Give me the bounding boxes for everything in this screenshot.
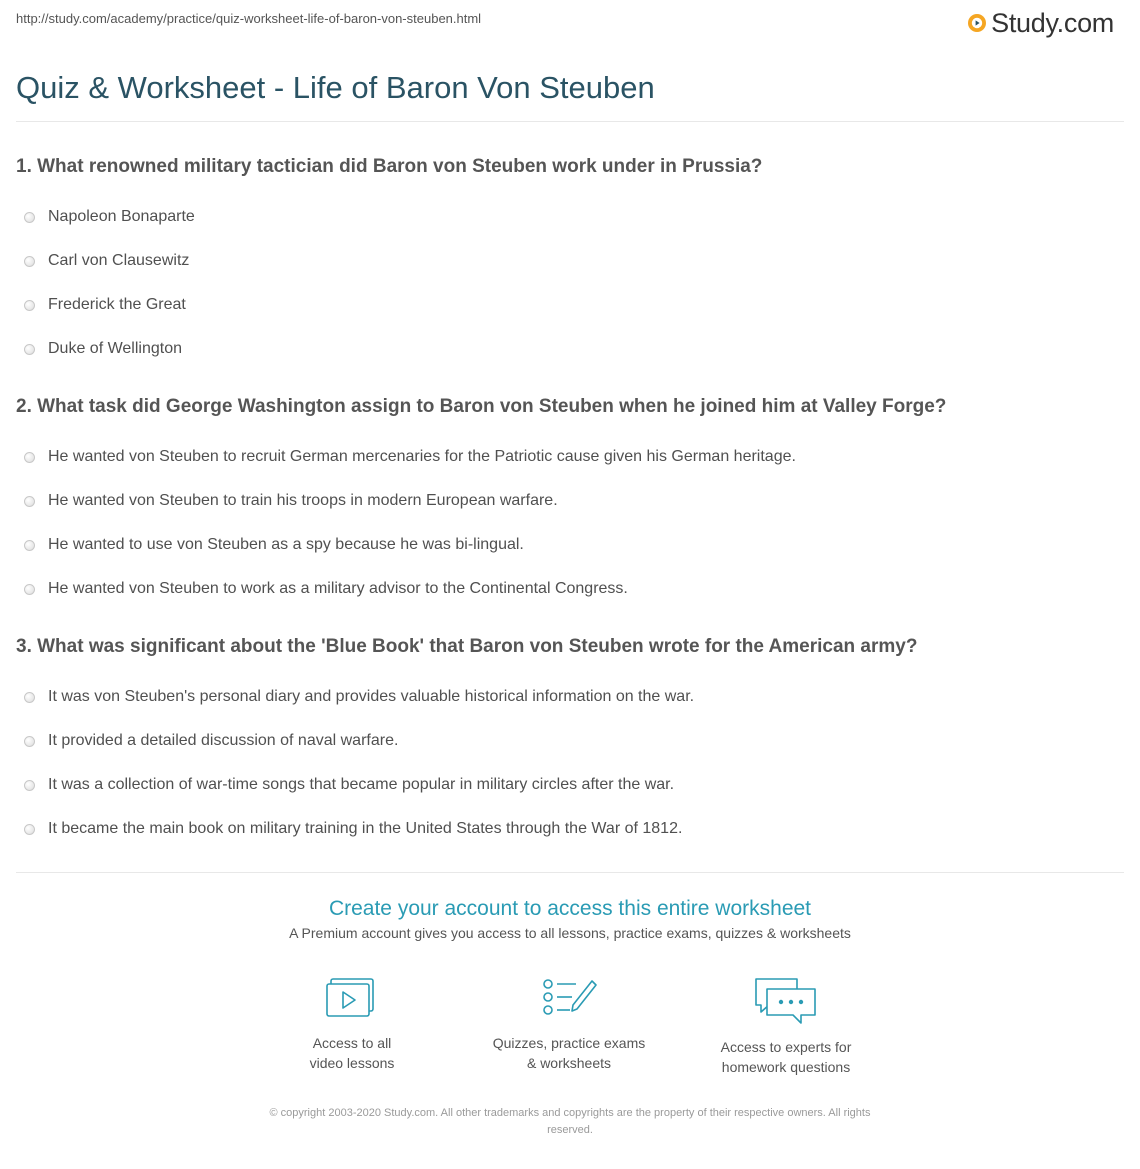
quiz-checklist-icon xyxy=(540,975,598,1023)
radio-button[interactable] xyxy=(24,344,35,355)
answer-options xyxy=(16,435,1124,611)
radio-button[interactable] xyxy=(24,540,35,551)
question-text: 1. What renowned military tactician did Baron von Steuben work under in Prussia? xyxy=(16,156,763,177)
create-account-link[interactable]: Create your account to access this entire worksheet xyxy=(328,897,812,920)
radio-button[interactable] xyxy=(24,256,35,267)
question-text: 2. What task did George Washington assign to Baron von Steuben when he joined him at Valley Forge? xyxy=(16,396,947,417)
answer-label: He wanted von Steuben to recruit German mercenaries for the Patriotic cause given his German heritage. xyxy=(48,448,796,465)
feature-label: Access to all video lessons xyxy=(309,1035,395,1071)
cta-subtitle: A Premium account gives you access to all lessons, practice exams, quizzes & worksheets xyxy=(289,925,851,941)
answer-option[interactable] xyxy=(16,567,1124,611)
answer-option[interactable] xyxy=(16,763,1124,807)
video-lessons-icon xyxy=(325,975,379,1023)
page-url: http://study.com/academy/practice/quiz-worksheet-life-of-baron-von-steuben.html xyxy=(16,11,482,26)
answer-option[interactable] xyxy=(16,719,1124,763)
answer-option[interactable] xyxy=(16,327,1124,371)
answer-label: Carl von Clausewitz xyxy=(48,252,190,269)
question-2 xyxy=(16,394,1124,611)
logo-text: Study.com xyxy=(991,8,1114,38)
radio-button[interactable] xyxy=(24,736,35,747)
feature-label: Access to experts for homework questions xyxy=(720,1039,852,1075)
answer-label: It provided a detailed discussion of naval warfare. xyxy=(48,732,399,749)
answer-option[interactable] xyxy=(16,523,1124,567)
answer-options xyxy=(16,675,1124,851)
answer-label: He wanted von Steuben to work as a military advisor to the Continental Congress. xyxy=(48,580,628,597)
answer-label: Duke of Wellington xyxy=(48,340,182,357)
chat-bubbles-icon xyxy=(753,975,819,1027)
feature-video-lessons xyxy=(252,975,452,1073)
answer-option[interactable] xyxy=(16,195,1124,239)
answer-options xyxy=(16,195,1124,371)
top-bar xyxy=(0,0,1140,40)
answer-option[interactable] xyxy=(16,807,1124,851)
answer-option[interactable] xyxy=(16,435,1124,479)
cta-divider xyxy=(16,872,1124,873)
radio-button[interactable] xyxy=(24,584,35,595)
answer-option[interactable] xyxy=(16,675,1124,719)
title-divider xyxy=(16,121,1124,122)
answer-option[interactable] xyxy=(16,239,1124,283)
feature-experts xyxy=(686,975,886,1077)
answer-label: It was von Steuben's personal diary and provides valuable historical information on the war. xyxy=(48,688,695,705)
study-logo[interactable] xyxy=(967,8,1114,38)
feature-label: Quizzes, practice exams & worksheets xyxy=(492,1035,646,1071)
radio-button[interactable] xyxy=(24,780,35,791)
answer-label: Frederick the Great xyxy=(48,296,186,313)
answer-option[interactable] xyxy=(16,479,1124,523)
feature-quizzes xyxy=(469,975,669,1073)
answer-option[interactable] xyxy=(16,283,1124,327)
page-title: Quiz & Worksheet - Life of Baron Von Steuben xyxy=(16,70,655,105)
answer-label: He wanted to use von Steuben as a spy because he was bi-lingual. xyxy=(48,536,524,553)
question-text: 3. What was significant about the 'Blue Book' that Baron von Steuben wrote for the American army? xyxy=(16,636,918,657)
play-circle-icon xyxy=(967,13,987,33)
answer-label: It became the main book on military training in the United States through the War of 1812. xyxy=(48,820,683,837)
copyright-notice: © copyright 2003-2020 Study.com. All other trademarks and copyrights are the property of their respective owners. All rights reserved. xyxy=(269,1107,871,1136)
answer-label: It was a collection of war-time songs that became popular in military circles after the war. xyxy=(48,776,675,793)
radio-button[interactable] xyxy=(24,692,35,703)
premium-cta xyxy=(0,895,1140,941)
radio-button[interactable] xyxy=(24,300,35,311)
answer-label: He wanted von Steuben to train his troops in modern European warfare. xyxy=(48,492,558,509)
answer-label: Napoleon Bonaparte xyxy=(48,208,195,225)
question-3 xyxy=(16,634,1124,851)
question-1 xyxy=(16,154,1124,371)
radio-button[interactable] xyxy=(24,212,35,223)
radio-button[interactable] xyxy=(24,496,35,507)
radio-button[interactable] xyxy=(24,452,35,463)
radio-button[interactable] xyxy=(24,824,35,835)
